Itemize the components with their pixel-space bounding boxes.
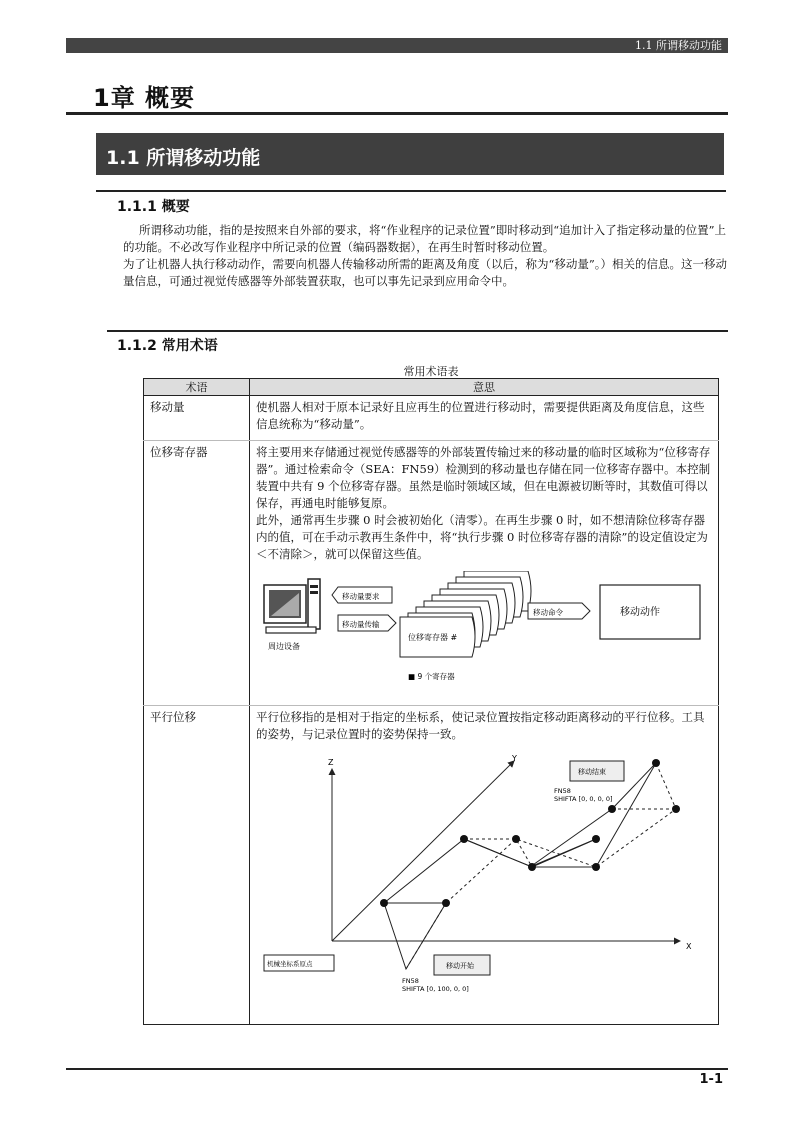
- register-stack: [400, 571, 531, 657]
- term-cell: 位移寄存器: [144, 441, 250, 706]
- overview-paragraph-2: 为了让机器人执行移动动作，需要向机器人传输移动所需的距离及角度（以后，称为“移动量”。）相关的信息。这一移动量信息，可通过视觉传感器等外部装置获取，也可以事先记录到应用命令中。: [123, 257, 728, 288]
- command-label: 移动命令: [533, 608, 563, 617]
- meaning-text-1: 将主要用来存储通过视觉传感器等的外部装置传输过来的移动量的临时区域称为“位移寄存器”。通过检索命令（SEA：FN59）检测到的移动量也存储在同一位移寄存器中。本控制装置中共有 9 个位移寄存器。虽然是临时领域区域，但在电源被切断等时，其数值可得以保存，再通电时能够复原。: [256, 445, 711, 510]
- section-divider: [96, 190, 726, 192]
- running-header: 1.1 所谓移动功能: [66, 38, 728, 53]
- parallel-shift-diagram: [256, 749, 712, 999]
- start-label: 移动开始: [446, 962, 474, 970]
- table-row: [144, 396, 719, 441]
- register-label: 位移寄存器 #: [408, 633, 458, 642]
- end-command: FN58: [554, 787, 571, 795]
- subsection-title-terms: 1.1.2 常用术语: [117, 338, 218, 354]
- section-title: 1.1 所谓移动功能: [106, 147, 261, 169]
- meaning-cell: [250, 441, 719, 706]
- transfer-label: 移动量传输: [342, 620, 380, 629]
- term-cell: 平行位移: [144, 706, 250, 1025]
- chapter-divider: [66, 112, 728, 115]
- column-header-meaning: 意思: [250, 379, 719, 396]
- path-points: [380, 759, 680, 907]
- action-label: 移动动作: [620, 607, 660, 618]
- request-label: 移动量要求: [342, 592, 380, 601]
- register-count-label: ■ 9 个寄存器: [408, 672, 455, 681]
- chapter-title: 1章 概要: [93, 84, 196, 112]
- y-axis-label: Y: [512, 754, 517, 763]
- device-label: 周边设备: [268, 642, 300, 651]
- x-axis-label: X: [686, 942, 692, 951]
- y-axis: [332, 761, 514, 941]
- terms-table: [143, 378, 719, 1025]
- meaning-cell: 使机器人相对于原本记录好且应再生的位置进行移动时，需要提供距离及角度信息，这些信息统称为“移动量”。: [250, 396, 719, 441]
- table-row: [144, 706, 719, 1025]
- end-label: 移动结束: [578, 768, 606, 776]
- start-command: FN58: [402, 977, 419, 985]
- start-args: SHIFTA [0, 100, 0, 0]: [402, 985, 469, 993]
- shifted-path: [406, 763, 676, 969]
- z-axis-label: Z: [328, 758, 334, 767]
- meaning-text: 平行位移指的是相对于指定的坐标系，使记录位置按指定移动距离移动的平行位移。工具的姿势，与记录位置时的姿势保持一致。: [256, 710, 705, 741]
- term-cell: 移动量: [144, 396, 250, 441]
- column-header-term: 术语: [144, 379, 250, 396]
- table-row: [144, 441, 719, 706]
- page-number: 1-1: [699, 1072, 723, 1087]
- table-caption: 常用术语表: [403, 365, 459, 378]
- meaning-cell: [250, 706, 719, 1025]
- shift-register-diagram: [256, 571, 712, 683]
- footer-divider: [66, 1068, 728, 1070]
- meaning-text-2: 此外，通常再生步骤 0 时会被初始化（清零）。在再生步骤 0 时，如不想清除位移寄存器内的值，可在手动示教再生条件中，将“执行步骤 0 时位移寄存器的清除”的设定值设定为＜不清除＞，就可以保留这些值。: [256, 513, 708, 561]
- overview-paragraph-1: 所谓移动功能，指的是按照来自外部的要求，将“作业程序的记录位置”即时移动到“追加计入了指定移动量的位置”上的功能。不必改写作业程序中所记录的位置（编码器数据），在再生时暂时移动位置。: [123, 223, 727, 254]
- overview-text: [123, 222, 728, 290]
- peripheral-device-icon: [264, 579, 320, 633]
- subsection-title-overview: 1.1.1 概要: [117, 199, 190, 215]
- end-args: SHIFTA [0, 0, 0, 0]: [554, 795, 613, 803]
- table-header-row: [144, 379, 719, 396]
- subsection-divider: [107, 330, 728, 332]
- origin-label: 机械坐标系原点: [267, 960, 313, 968]
